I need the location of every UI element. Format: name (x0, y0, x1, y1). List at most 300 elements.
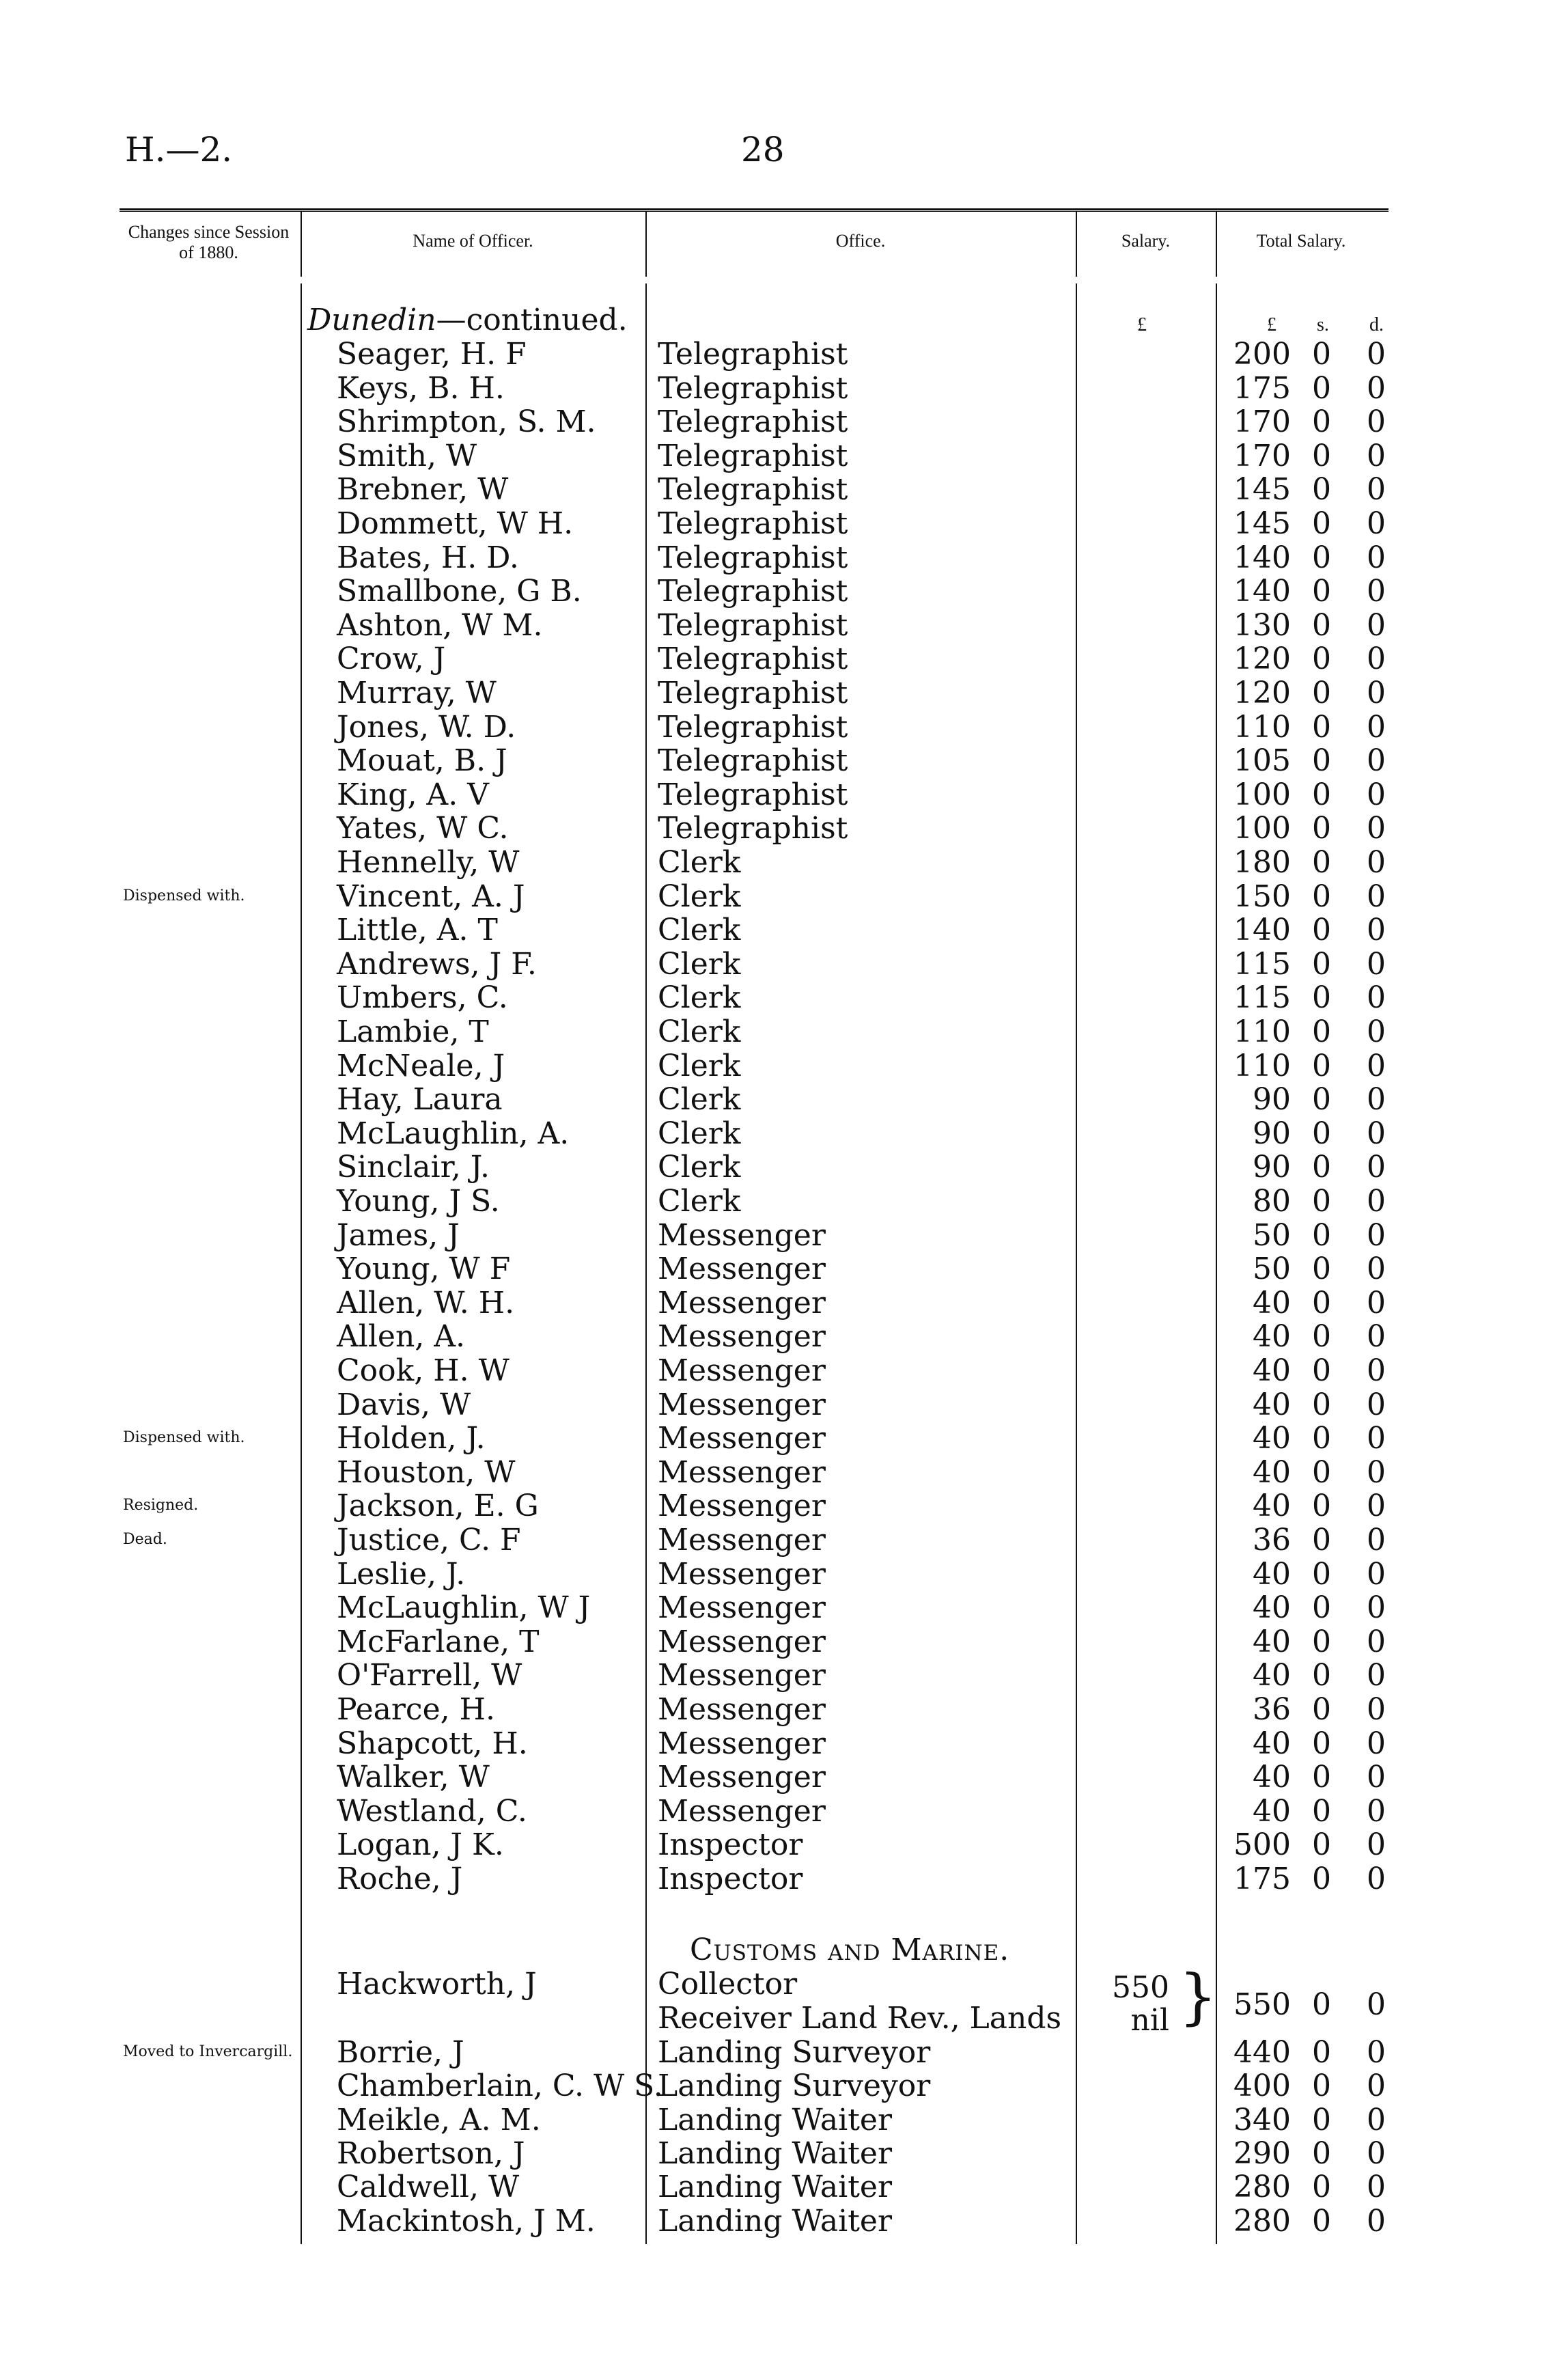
officer-name: Andrews, J F. (337, 946, 537, 982)
total-shillings: 0 (1312, 709, 1331, 745)
total-pounds: 500 (1233, 1827, 1291, 1863)
total-pounds: 110 (1233, 1014, 1291, 1049)
total-pence: 0 (1367, 777, 1386, 812)
officer-name: Cook, H. W (337, 1353, 510, 1388)
officer-office: Telegraphist (658, 472, 848, 508)
officer-name: McNeale, J (337, 1048, 505, 1083)
total-pence: 0 (1367, 1217, 1386, 1253)
table-row (0, 1286, 1549, 1320)
total-pence: 0 (1367, 1150, 1386, 1185)
total-shillings: 0 (1312, 1319, 1331, 1355)
officer-name: James, J (337, 1217, 460, 1253)
total-pence: 0 (1367, 2102, 1386, 2137)
total-pence: 0 (1367, 574, 1386, 609)
change-note: Resigned. (123, 1497, 199, 1514)
total-pounds: 400 (1233, 2068, 1291, 2104)
officer-name: O'Farrell, W (337, 1658, 522, 1693)
total-pounds: 40 (1253, 1319, 1291, 1355)
total-pounds: 150 (1233, 878, 1291, 914)
table-row (0, 981, 1549, 1015)
officer-name: Jones, W. D. (337, 709, 516, 745)
change-note: Dispensed with. (123, 1429, 245, 1447)
total-pence: 0 (1367, 1523, 1386, 1558)
officer-name: Hay, Laura (337, 1082, 503, 1118)
table-row (0, 1558, 1549, 1592)
total-pounds: 110 (1233, 1048, 1291, 1083)
table-row (0, 744, 1549, 778)
officer-name: Smallbone, G B. (337, 574, 582, 609)
total-shillings: 0 (1312, 1624, 1331, 1659)
column-divider (1216, 212, 1217, 277)
total-pence: 0 (1367, 1862, 1386, 1896)
total-shillings: 0 (1312, 2135, 1331, 2171)
brace-icon: } (1179, 1961, 1217, 2032)
table-row (0, 676, 1549, 710)
officer-name: Bates, H. D. (337, 540, 519, 575)
officer-name: Sinclair, J. (337, 1150, 490, 1185)
officer-office: Telegraphist (658, 743, 848, 779)
table-row (0, 1320, 1549, 1354)
officer-office: Telegraphist (658, 607, 848, 643)
page-number: 28 (741, 130, 785, 169)
total-pounds: 175 (1233, 1862, 1291, 1896)
officer-name: Umbers, C. (337, 980, 508, 1016)
total-pounds: 140 (1233, 574, 1291, 609)
officer-office: Telegraphist (658, 370, 848, 406)
table-row (0, 507, 1549, 541)
table-row (0, 2103, 1549, 2137)
total-pounds: 550 (1233, 1987, 1291, 2022)
total-shillings: 0 (1312, 1726, 1331, 1761)
officer-name: Justice, C. F (337, 1523, 521, 1558)
total-pence: 0 (1367, 2135, 1386, 2171)
total-pence: 0 (1367, 878, 1386, 914)
total-pence: 0 (1367, 1726, 1386, 1761)
total-shillings: 0 (1312, 1116, 1331, 1151)
total-shillings: 0 (1312, 913, 1331, 948)
total-shillings: 0 (1312, 1251, 1331, 1287)
officer-office: Messenger (658, 1387, 826, 1422)
total-shillings: 0 (1312, 1987, 1331, 2022)
total-pence: 0 (1367, 2035, 1386, 2070)
total-pence: 0 (1367, 472, 1386, 508)
officer-name: Davis, W (337, 1387, 471, 1422)
officer-office: Telegraphist (658, 811, 848, 846)
officer-name: Chamberlain, C. W S. (337, 2068, 663, 2104)
table-row (0, 1388, 1549, 1422)
total-pounds: 36 (1253, 1523, 1291, 1558)
total-pounds: 40 (1253, 1489, 1291, 1524)
officer-office: Clerk (658, 878, 741, 914)
total-pence: 0 (1367, 2068, 1386, 2104)
total-pence: 0 (1367, 1556, 1386, 1592)
total-shillings: 0 (1312, 506, 1331, 541)
total-pence: 0 (1367, 337, 1386, 372)
total-pence: 0 (1367, 1082, 1386, 1118)
total-shillings: 0 (1312, 337, 1331, 372)
officer-office: Clerk (658, 1116, 741, 1151)
officer-name: McFarlane, T (337, 1624, 540, 1659)
officer-name: Yates, W C. (337, 811, 509, 846)
officer-office: Messenger (658, 1658, 826, 1693)
total-pounds: 40 (1253, 1556, 1291, 1592)
total-pounds: 50 (1253, 1217, 1291, 1253)
total-shillings: 0 (1312, 1285, 1331, 1320)
total-shillings: 0 (1312, 370, 1331, 406)
group-heading (307, 303, 628, 337)
total-shillings: 0 (1312, 1523, 1331, 1558)
table-row (0, 947, 1549, 982)
total-pounds: 170 (1233, 438, 1291, 473)
officer-name: Meikle, A. M. (337, 2102, 541, 2137)
table-row (0, 1083, 1549, 1117)
officer-office: Messenger (658, 1489, 826, 1524)
total-shillings: 0 (1312, 1082, 1331, 1118)
total-pounds: 130 (1233, 607, 1291, 643)
officer-name: Logan, J K. (337, 1827, 504, 1863)
table-row (0, 337, 1549, 372)
total-pounds: 290 (1233, 2135, 1291, 2171)
table-row (0, 1659, 1549, 1693)
officer-office: Telegraphist (658, 709, 848, 745)
shillings-unit: s. (1317, 314, 1329, 335)
total-pence: 0 (1367, 980, 1386, 1016)
total-shillings: 0 (1312, 607, 1331, 643)
total-shillings: 0 (1312, 1556, 1331, 1592)
officer-office: Telegraphist (658, 404, 848, 440)
officer-office: Inspector (658, 1827, 803, 1863)
total-shillings: 0 (1312, 811, 1331, 846)
officer-name: Borrie, J (337, 2035, 464, 2070)
officer-office: Landing Waiter (658, 2170, 892, 2205)
officer-name: Seager, H. F (337, 337, 527, 372)
officer-office: Messenger (658, 1760, 826, 1795)
total-pence: 0 (1367, 709, 1386, 745)
pence-unit: d. (1369, 314, 1384, 335)
officer-name: Smith, W (337, 438, 477, 473)
total-pounds: 100 (1233, 777, 1291, 812)
total-pence: 0 (1367, 404, 1386, 440)
total-pence: 0 (1367, 1760, 1386, 1795)
table-row (0, 372, 1549, 406)
total-pounds: 40 (1253, 1421, 1291, 1456)
officer-name: Westland, C. (337, 1793, 527, 1829)
total-pence: 0 (1367, 2203, 1386, 2239)
table-row (0, 1049, 1549, 1083)
total-pounds: 40 (1253, 1726, 1291, 1761)
table-row (0, 1862, 1549, 1896)
total-shillings: 0 (1312, 1217, 1331, 1253)
officer-name: Mouat, B. J (337, 743, 507, 779)
total-pence: 0 (1367, 641, 1386, 677)
total-shillings: 0 (1312, 2068, 1331, 2104)
total-pounds: 50 (1253, 1251, 1291, 1287)
total-pounds: 40 (1253, 1353, 1291, 1388)
total-shillings: 0 (1312, 2203, 1331, 2239)
total-pence: 0 (1367, 676, 1386, 710)
officer-name: Roche, J (337, 1862, 463, 1896)
total-pounds: 200 (1233, 337, 1291, 372)
officer-name: Houston, W (337, 1454, 516, 1490)
total-pence: 0 (1367, 743, 1386, 779)
table-row (0, 1354, 1549, 1388)
total-pounds: 145 (1233, 472, 1291, 508)
officer-office: Messenger (658, 1319, 826, 1355)
total-pounds: 175 (1233, 370, 1291, 406)
total-pence: 0 (1367, 1658, 1386, 1693)
total-pence: 0 (1367, 1116, 1386, 1151)
officer-office: Messenger (658, 1217, 826, 1253)
officer-name: Allen, W. H. (337, 1285, 515, 1320)
officer-office: Messenger (658, 1590, 826, 1626)
table-row (0, 1727, 1549, 1761)
total-shillings: 0 (1312, 1454, 1331, 1490)
table-row (0, 405, 1549, 439)
officer-office: Messenger (658, 1454, 826, 1490)
officer-name: Shapcott, H. (337, 1726, 528, 1761)
officer-office: Clerk (658, 913, 741, 948)
table-row (0, 1693, 1549, 1727)
total-pounds: 115 (1233, 946, 1291, 982)
officer-office: Telegraphist (658, 506, 848, 541)
total-shillings: 0 (1312, 2170, 1331, 2205)
total-pence: 0 (1367, 370, 1386, 406)
table-row (0, 913, 1549, 947)
officer-office: Clerk (658, 1082, 741, 1118)
total-shillings: 0 (1312, 777, 1331, 812)
change-note: Dispensed with. (123, 887, 245, 904)
total-pounds: 105 (1233, 743, 1291, 779)
officer-office: Telegraphist (658, 540, 848, 575)
total-pounds: 115 (1233, 980, 1291, 1016)
total-shillings: 0 (1312, 1048, 1331, 1083)
table-row (0, 1117, 1549, 1151)
total-pounds: 100 (1233, 811, 1291, 846)
total-pence: 0 (1367, 1184, 1386, 1219)
total-pounds: 40 (1253, 1454, 1291, 1490)
officer-office: Telegraphist (658, 574, 848, 609)
change-note: Dead. (123, 1531, 167, 1548)
table-row (0, 2204, 1549, 2239)
officer-name: Jackson, E. G (337, 1489, 539, 1524)
officer-office: Clerk (658, 1184, 741, 1219)
total-shillings: 0 (1312, 946, 1331, 982)
officer-name: Crow, J (337, 641, 446, 677)
total-pence: 0 (1367, 1387, 1386, 1422)
total-pounds: 90 (1253, 1116, 1291, 1151)
total-pounds: 40 (1253, 1793, 1291, 1829)
officer-name: Young, J S. (337, 1184, 500, 1219)
total-shillings: 0 (1312, 2035, 1331, 2070)
total-pence: 0 (1367, 845, 1386, 880)
total-pounds: 40 (1253, 1387, 1291, 1422)
officer-office: Messenger (658, 1726, 826, 1761)
total-pounds: 180 (1233, 845, 1291, 880)
total-pence: 0 (1367, 540, 1386, 575)
table-row (0, 2137, 1549, 2171)
table-row (0, 1015, 1549, 1049)
total-shillings: 0 (1312, 1150, 1331, 1185)
officer-office: Clerk (658, 980, 741, 1016)
total-shillings: 0 (1312, 878, 1331, 914)
total-shillings: 0 (1312, 641, 1331, 677)
salary-value: 550 (1112, 1970, 1169, 2005)
table-row (0, 2036, 1549, 2070)
total-pence: 0 (1367, 607, 1386, 643)
table-row (0, 812, 1549, 846)
total-pence: 0 (1367, 811, 1386, 846)
officer-office: Telegraphist (658, 676, 848, 710)
total-pence: 0 (1367, 1987, 1386, 2022)
column-header-changes: Changes since Session of 1880. (128, 222, 290, 262)
officer-name: Shrimpton, S. M. (337, 404, 596, 440)
officer-office: Messenger (658, 1624, 826, 1659)
table-row (0, 1219, 1549, 1253)
officer-name: McLaughlin, W J (337, 1590, 591, 1626)
column-header-office: Office. (835, 231, 886, 251)
officer-name: Brebner, W (337, 472, 509, 508)
total-shillings: 0 (1312, 1184, 1331, 1219)
total-pounds: 280 (1233, 2203, 1291, 2239)
table-row (0, 1150, 1549, 1185)
total-pence: 0 (1367, 946, 1386, 982)
table-row (0, 1795, 1549, 1829)
officer-name: Hennelly, W (337, 845, 520, 880)
total-pounds: 120 (1233, 641, 1291, 677)
total-shillings: 0 (1312, 743, 1331, 779)
salary-value-secondary: nil (1130, 2003, 1169, 2038)
total-shillings: 0 (1312, 676, 1331, 710)
total-pounds: 40 (1253, 1658, 1291, 1693)
total-pence: 0 (1367, 1692, 1386, 1727)
total-pence: 0 (1367, 506, 1386, 541)
officer-name: Vincent, A. J (337, 878, 525, 914)
total-shillings: 0 (1312, 1692, 1331, 1727)
total-pence: 0 (1367, 1454, 1386, 1490)
table-row (0, 2170, 1549, 2204)
total-pounds: 90 (1253, 1150, 1291, 1185)
officer-name: Pearce, H. (337, 1692, 495, 1727)
officer-office: Telegraphist (658, 438, 848, 473)
total-pounds: 110 (1233, 709, 1291, 745)
total-pence: 0 (1367, 1285, 1386, 1320)
total-pence: 0 (1367, 1489, 1386, 1524)
officer-office: Landing Surveyor (658, 2035, 931, 2070)
officer-name: McLaughlin, A. (337, 1116, 570, 1151)
column-divider (301, 212, 302, 277)
total-pounds: 40 (1253, 1590, 1291, 1626)
total-pence: 0 (1367, 1624, 1386, 1659)
total-shillings: 0 (1312, 1387, 1331, 1422)
total-pounds: 40 (1253, 1285, 1291, 1320)
table-row (0, 575, 1549, 609)
table-top-rule (120, 208, 1388, 210)
table-row (0, 609, 1549, 643)
total-shillings: 0 (1312, 438, 1331, 473)
table-row (0, 846, 1549, 880)
total-shillings: 0 (1312, 540, 1331, 575)
officer-name: Caldwell, W (337, 2170, 520, 2205)
table-row (0, 439, 1549, 473)
table-row (0, 1185, 1549, 1219)
officer-name: Keys, B. H. (337, 370, 505, 406)
total-shillings: 0 (1312, 1793, 1331, 1829)
total-pounds: 40 (1253, 1624, 1291, 1659)
total-shillings: 0 (1312, 1421, 1331, 1456)
group-suffix: —continued. (436, 303, 628, 337)
officer-office: Telegraphist (658, 641, 848, 677)
officer-office: Landing Surveyor (658, 2068, 931, 2104)
officer-name: Walker, W (337, 1760, 490, 1795)
table-row (0, 1489, 1549, 1523)
column-header-salary: Salary. (1121, 231, 1171, 251)
pounds-unit: £ (1267, 314, 1276, 335)
total-pence: 0 (1367, 1319, 1386, 1355)
table-row (0, 473, 1549, 507)
total-shillings: 0 (1312, 2102, 1331, 2137)
total-pence: 0 (1367, 1353, 1386, 1388)
officer-office: Messenger (658, 1523, 826, 1558)
group-place: Dunedin (307, 303, 436, 337)
total-shillings: 0 (1312, 980, 1331, 1016)
officer-office: Messenger (658, 1285, 826, 1320)
total-pounds: 140 (1233, 913, 1291, 948)
column-header-total: Total Salary. (1256, 231, 1346, 251)
total-pence: 0 (1367, 438, 1386, 473)
officer-office: Clerk (658, 1150, 741, 1185)
table-top-rule-inner (120, 211, 1388, 212)
total-pounds: 140 (1233, 540, 1291, 575)
total-pounds: 145 (1233, 506, 1291, 541)
total-pence: 0 (1367, 1827, 1386, 1863)
officer-office: Inspector (658, 1862, 803, 1896)
officer-office: Clerk (658, 946, 741, 982)
officer-office: Telegraphist (658, 337, 848, 372)
officer-office: Messenger (658, 1421, 826, 1456)
total-shillings: 0 (1312, 472, 1331, 508)
salary-unit: £ (1137, 314, 1147, 335)
officer-name: Dommett, W H. (337, 506, 574, 541)
officer-office: Collector (658, 1967, 798, 2002)
officer-name: Little, A. T (337, 913, 498, 948)
total-pounds: 90 (1253, 1082, 1291, 1118)
total-pence: 0 (1367, 1421, 1386, 1456)
officer-office: Messenger (658, 1556, 826, 1592)
officer-office: Messenger (658, 1353, 826, 1388)
table-row (0, 1422, 1549, 1456)
officer-office: Clerk (658, 845, 741, 880)
total-shillings: 0 (1312, 1014, 1331, 1049)
total-shillings: 0 (1312, 1353, 1331, 1388)
total-pounds: 340 (1233, 2102, 1291, 2137)
officer-name: Robertson, J (337, 2135, 525, 2171)
officer-name: Lambie, T (337, 1014, 489, 1049)
table-row (0, 778, 1549, 812)
table-row (0, 1252, 1549, 1286)
officer-office: Landing Waiter (658, 2135, 892, 2171)
officer-name: Ashton, W M. (337, 607, 543, 643)
officer-name: King, A. V (337, 777, 489, 812)
officer-office: Landing Waiter (658, 2102, 892, 2137)
total-pounds: 280 (1233, 2170, 1291, 2205)
officer-office: Messenger (658, 1793, 826, 1829)
total-shillings: 0 (1312, 574, 1331, 609)
total-pence: 0 (1367, 1251, 1386, 1287)
officer-office: Clerk (658, 1014, 741, 1049)
total-pounds: 40 (1253, 1760, 1291, 1795)
total-pence: 0 (1367, 1793, 1386, 1829)
column-divider (645, 212, 647, 277)
